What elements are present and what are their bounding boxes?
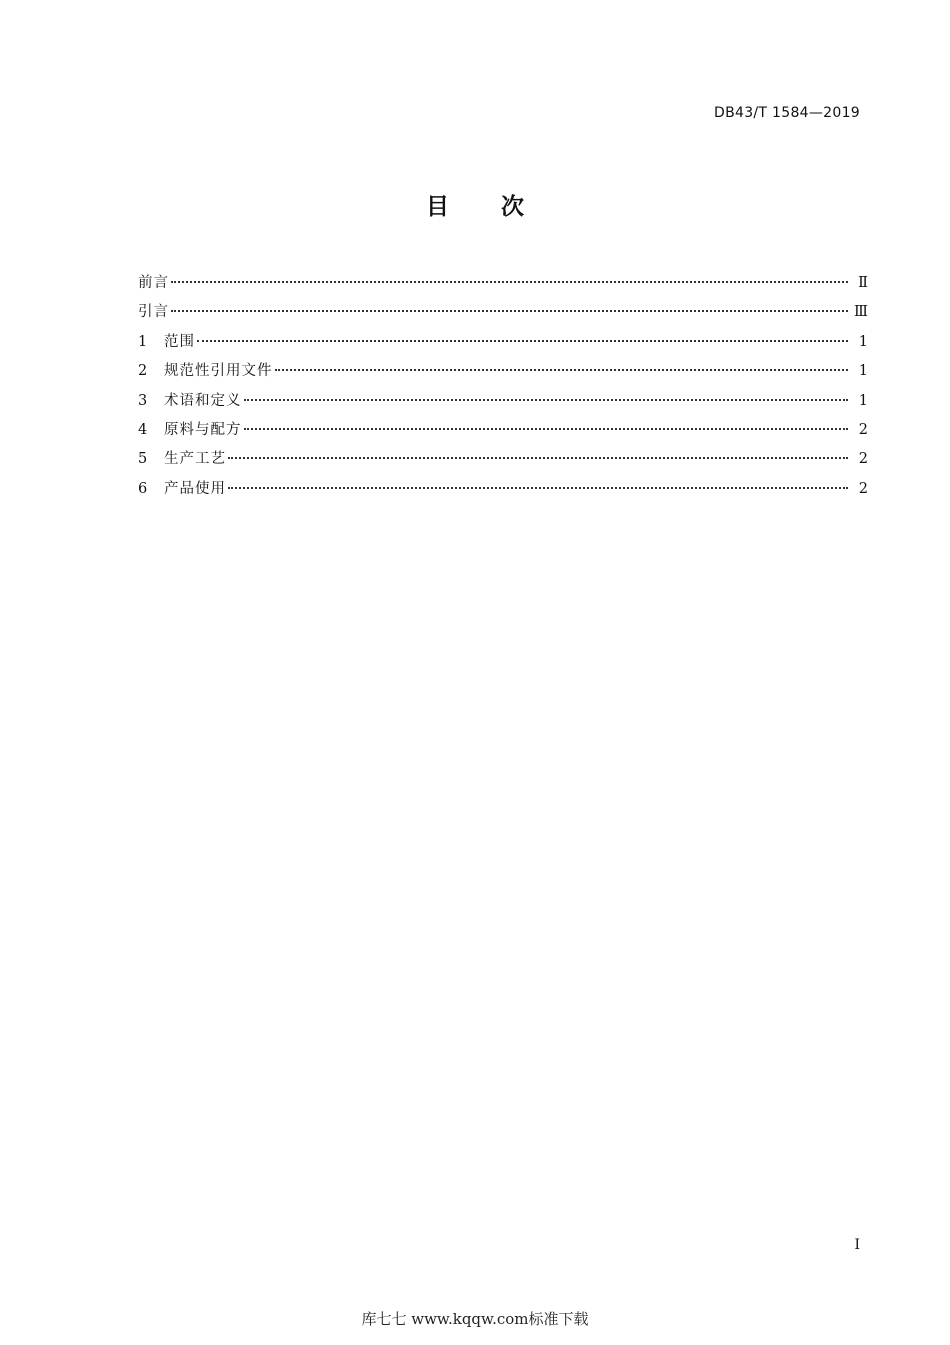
toc-entry-number: 1 xyxy=(138,333,148,350)
toc-entry-page: 1 xyxy=(858,392,868,409)
toc-entry[interactable] xyxy=(138,419,868,448)
toc-entry-page: 2 xyxy=(858,421,868,438)
toc-leader xyxy=(197,340,848,342)
document-code: DB43/T 1584—2019 xyxy=(714,105,860,121)
toc-entry-page: 2 xyxy=(858,451,868,468)
toc-entry[interactable] xyxy=(138,331,868,360)
toc-entry-label: 产品使用 xyxy=(164,480,226,497)
toc-entry[interactable] xyxy=(138,272,868,301)
toc-entry-number: 4 xyxy=(138,421,148,438)
toc-leader xyxy=(171,310,848,312)
toc-entry-page: 1 xyxy=(858,333,868,350)
toc-leader xyxy=(228,487,848,489)
toc-entry-page: Ⅲ xyxy=(854,304,868,321)
toc-title xyxy=(0,188,950,221)
toc-entry[interactable] xyxy=(138,448,868,477)
toc-title-right: 次 xyxy=(501,194,524,220)
toc-entry-label: 生产工艺 xyxy=(164,451,226,468)
toc-entry-label: 原料与配方 xyxy=(164,421,242,438)
toc-entry[interactable] xyxy=(138,390,868,419)
table-of-contents xyxy=(138,272,868,507)
toc-entry-label: 引言 xyxy=(138,304,169,321)
toc-entry[interactable] xyxy=(138,360,868,389)
toc-leader xyxy=(244,399,849,401)
page-number: I xyxy=(854,1237,860,1253)
toc-entry-number: 5 xyxy=(138,451,148,468)
toc-leader xyxy=(275,369,849,371)
toc-entry-page: Ⅱ xyxy=(858,275,868,291)
toc-entry-number: 6 xyxy=(138,480,148,497)
toc-entry-label: 前言 xyxy=(138,275,169,291)
toc-entry-number: 2 xyxy=(138,363,148,380)
toc-leader xyxy=(171,281,848,283)
toc-entry-page: 1 xyxy=(858,363,868,380)
toc-entry-label: 术语和定义 xyxy=(164,392,242,409)
toc-leader xyxy=(244,428,849,430)
toc-leader xyxy=(228,457,848,459)
toc-entry[interactable] xyxy=(138,301,868,330)
toc-entry-label: 规范性引用文件 xyxy=(164,363,273,380)
toc-entry-number: 3 xyxy=(138,392,148,409)
footer-watermark: 库七七 www.kqqw.com标准下载 xyxy=(361,1310,589,1328)
toc-entry-label: 范围 xyxy=(164,333,195,350)
toc-entry-page: 2 xyxy=(858,480,868,497)
toc-title-left: 目 xyxy=(426,194,449,220)
toc-entry[interactable] xyxy=(138,478,868,507)
